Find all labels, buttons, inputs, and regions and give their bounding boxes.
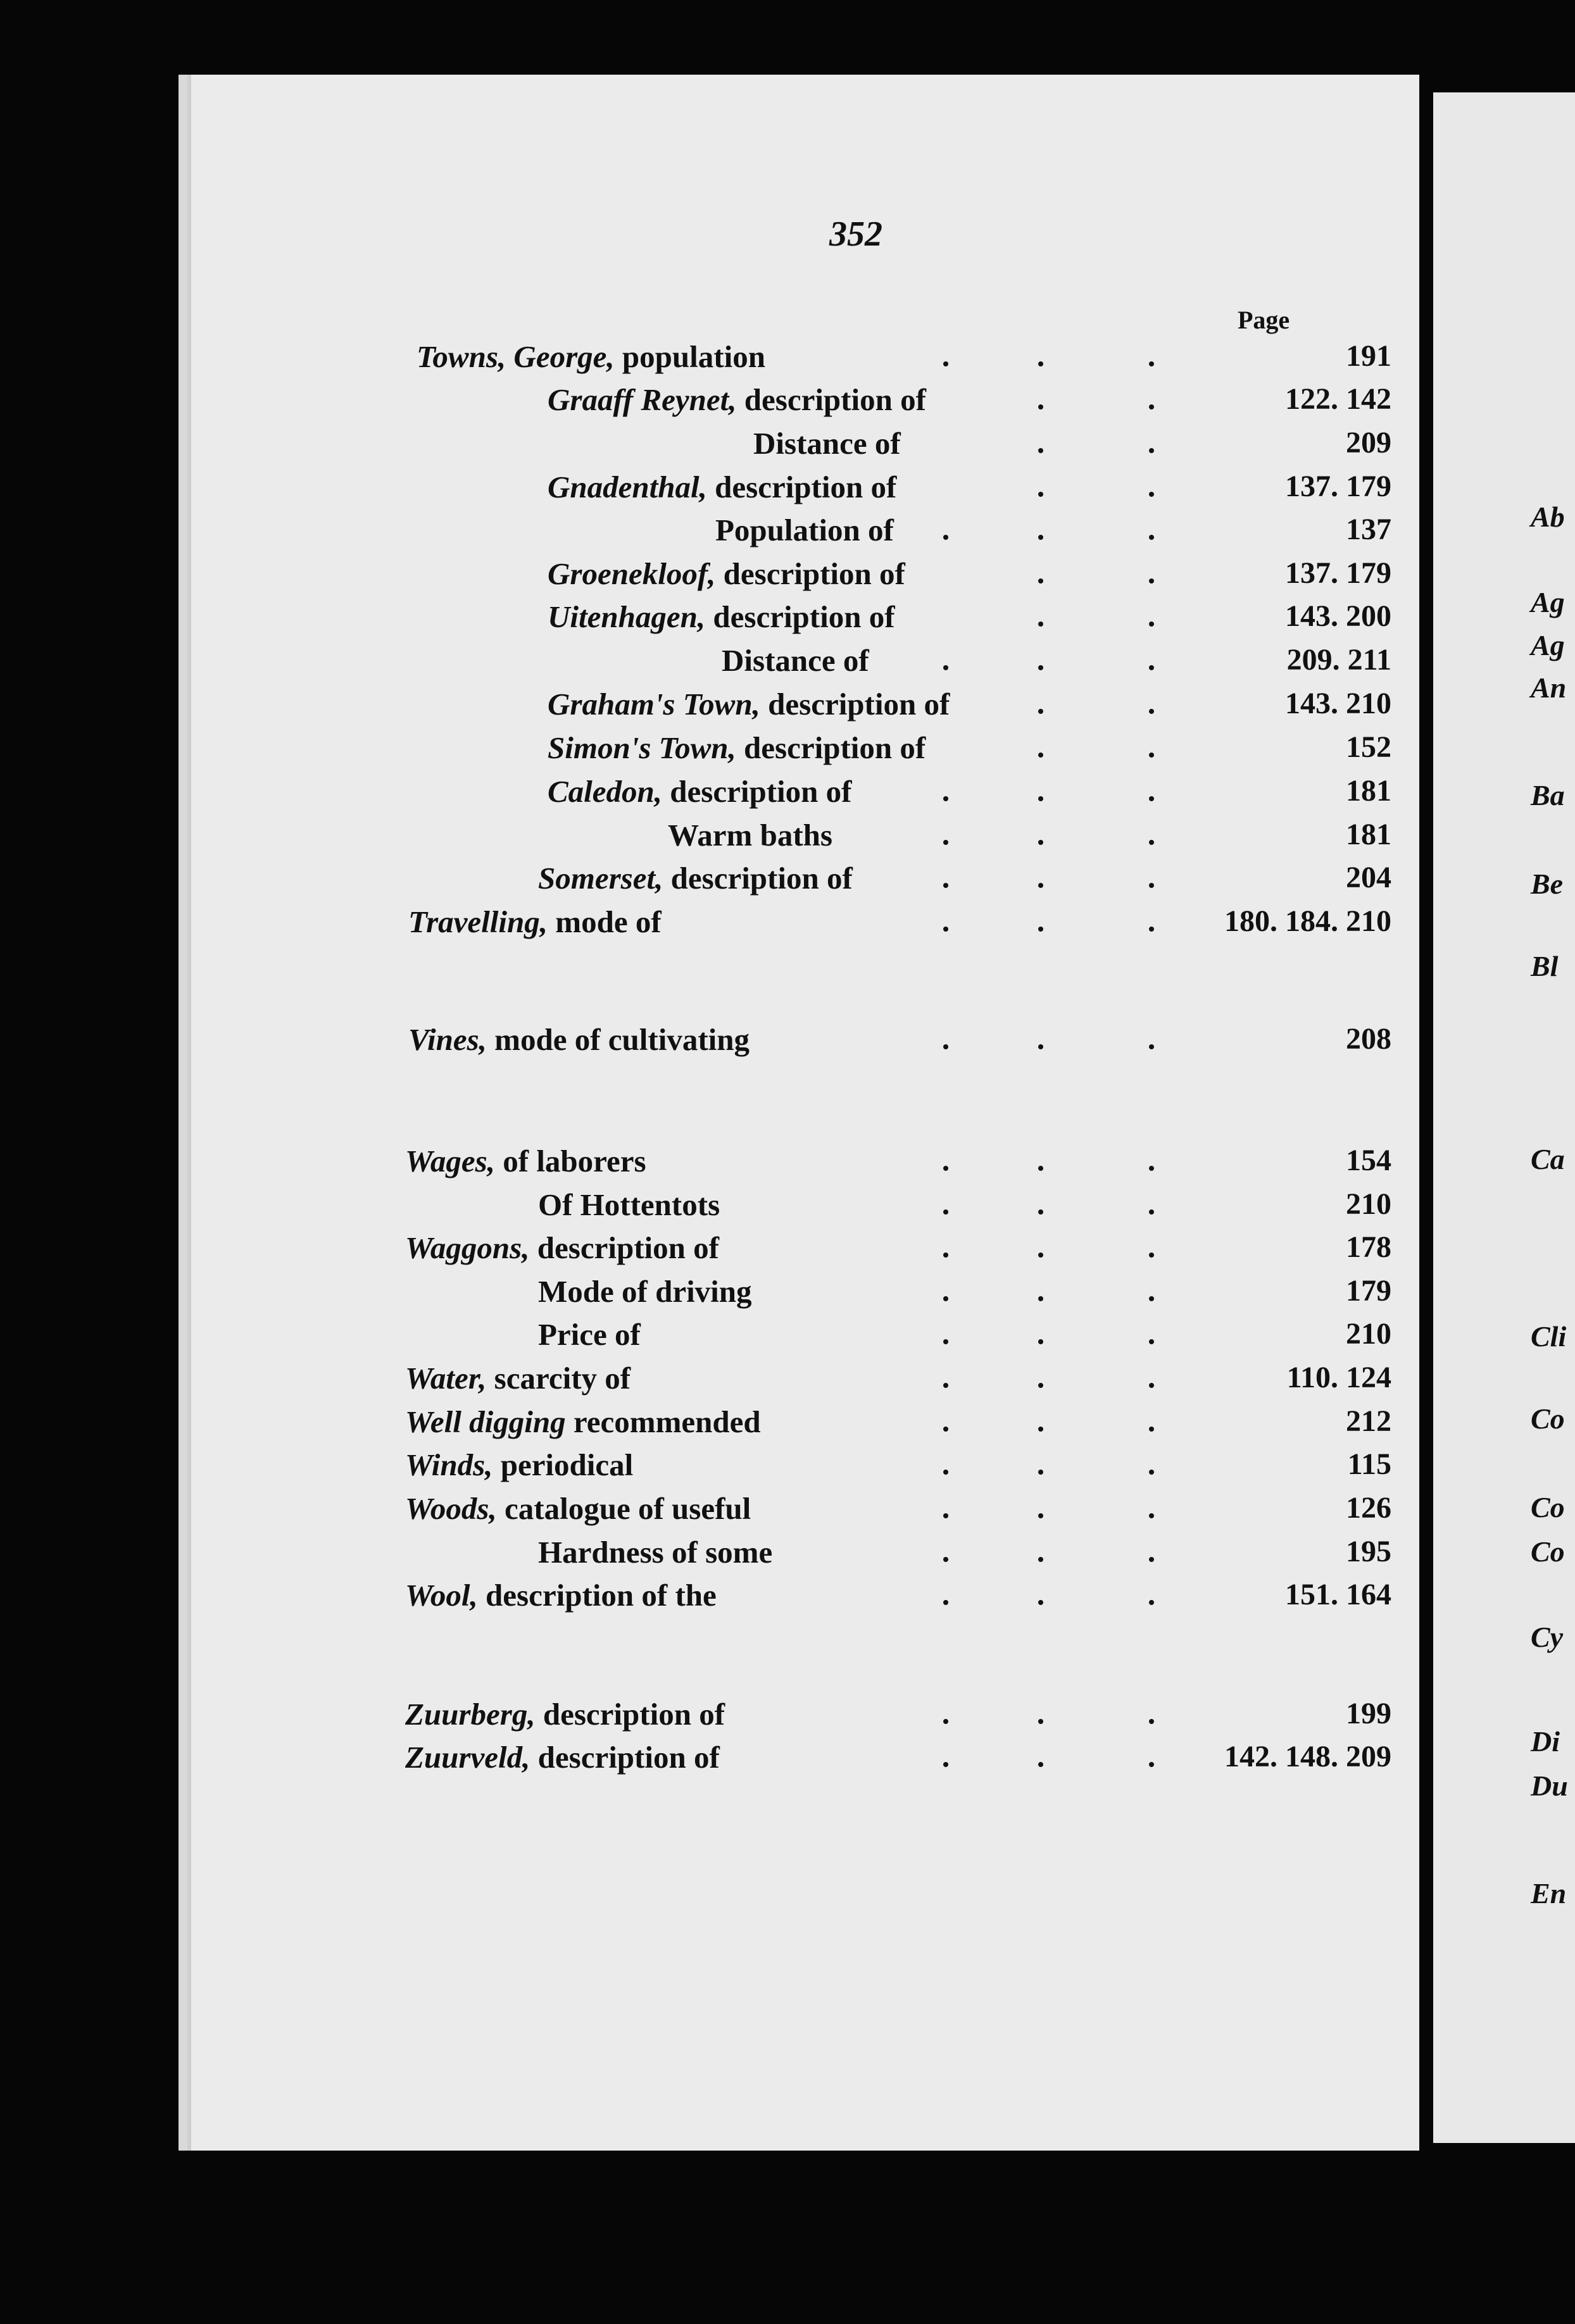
- facing-page-fragment: Du: [1531, 1770, 1568, 1802]
- leader-dot: [1149, 622, 1154, 627]
- leader-dot: [1038, 1557, 1043, 1562]
- index-term: Wages,: [405, 1144, 495, 1178]
- page-references: 191: [1346, 339, 1391, 373]
- index-term: Gnadenthal,: [548, 470, 707, 504]
- page-references: 181: [1346, 774, 1391, 808]
- index-entry: [548, 686, 950, 724]
- page-references: 181: [1346, 818, 1391, 851]
- leader-dot: [1038, 840, 1043, 845]
- index-description: scarcity of: [494, 1361, 631, 1396]
- page-references: 210: [1346, 1187, 1391, 1221]
- page-references: 137. 179: [1285, 470, 1391, 503]
- page-references: 126: [1346, 1491, 1391, 1525]
- leader-dot: [1038, 492, 1043, 497]
- facing-page-fragment: En: [1531, 1877, 1567, 1909]
- facing-page-fragment: Ca: [1531, 1143, 1565, 1175]
- page-column-heading: Page: [1238, 306, 1290, 334]
- index-term: Winds,: [405, 1447, 493, 1482]
- leader-dot: [943, 1166, 948, 1171]
- page-references: 143. 210: [1285, 687, 1391, 720]
- facing-page-fragment: Co: [1531, 1535, 1565, 1568]
- leader-dot: [1149, 535, 1154, 540]
- facing-page-fragment: Ag: [1531, 629, 1565, 661]
- leader-dot: [1038, 578, 1043, 584]
- leader-dot: [943, 1557, 948, 1562]
- leader-dot: [1149, 1209, 1154, 1215]
- leader-dot: [1038, 796, 1043, 801]
- leader-dot: [943, 1339, 948, 1344]
- leader-dot: [1149, 753, 1154, 758]
- leader-dot: [1038, 1719, 1043, 1724]
- leader-dot: [1038, 1427, 1043, 1432]
- leader-dot: [1149, 1600, 1154, 1605]
- facing-page-fragment: Co: [1531, 1403, 1565, 1435]
- page-references: 208: [1346, 1022, 1391, 1056]
- leader-dot: [943, 535, 948, 540]
- index-description: description of: [713, 599, 895, 634]
- leader-dot: [1149, 665, 1154, 670]
- index-term: Woods,: [405, 1491, 497, 1526]
- index-description: description of: [543, 1697, 725, 1732]
- index-term: Graham's Town,: [548, 687, 760, 722]
- leader-dot: [1149, 883, 1154, 888]
- index-entry: [405, 1696, 725, 1734]
- facing-page-fragment: Bl: [1531, 950, 1559, 982]
- index-description: population: [622, 339, 765, 374]
- index-term: Graaff Reynet,: [548, 382, 737, 417]
- index-entry: [548, 599, 895, 637]
- index-term: Groenekloof,: [548, 556, 716, 591]
- leader-dot: [1038, 709, 1043, 714]
- index-description: description of: [768, 687, 950, 722]
- leader-dot: [1149, 840, 1154, 845]
- leader-dot: [1038, 1209, 1043, 1215]
- page-references: 137. 179: [1285, 556, 1391, 590]
- leader-dot: [1149, 1513, 1154, 1518]
- leader-dot: [1149, 927, 1154, 932]
- index-entry: [548, 382, 926, 420]
- leader-dot: [1038, 753, 1043, 758]
- leader-dot: [943, 1296, 948, 1301]
- index-description: Distance of: [722, 643, 869, 678]
- page-references: 122. 142: [1285, 382, 1391, 416]
- facing-page-fragment: Co: [1531, 1491, 1565, 1523]
- index-entry: [753, 425, 901, 463]
- page-references: 142. 148. 209: [1224, 1740, 1391, 1773]
- page-references: 210: [1346, 1317, 1391, 1351]
- leader-dot: [1038, 1513, 1043, 1518]
- index-entry: [405, 1230, 719, 1268]
- facing-page-fragment: Di: [1531, 1725, 1560, 1758]
- leader-dot: [1038, 361, 1043, 366]
- page-references: 143. 200: [1285, 599, 1391, 633]
- leader-dot: [943, 361, 948, 366]
- leader-dot: [943, 883, 948, 888]
- index-description: description of: [670, 774, 852, 809]
- facing-page-fragment: Ba: [1531, 779, 1565, 811]
- page-references: 204: [1346, 861, 1391, 894]
- index-term: Wool,: [405, 1578, 478, 1613]
- index-description: Warm baths: [668, 818, 833, 853]
- leader-dot: [943, 1470, 948, 1475]
- index-entry: [538, 860, 853, 898]
- facing-page-fragment: An: [1531, 672, 1567, 704]
- leader-dot: [1038, 1383, 1043, 1388]
- leader-dot: [943, 665, 948, 670]
- index-description: description of: [670, 861, 853, 896]
- leader-dot: [943, 1253, 948, 1258]
- leader-dot: [1149, 1296, 1154, 1301]
- index-entry: [405, 1739, 720, 1777]
- leader-dot: [1038, 622, 1043, 627]
- index-term: Travelling,: [408, 904, 548, 939]
- index-description: periodical: [500, 1447, 634, 1482]
- page-references: 179: [1346, 1274, 1391, 1308]
- page-references: 137: [1346, 513, 1391, 546]
- index-term: Water,: [405, 1361, 487, 1396]
- index-description: description of: [744, 382, 926, 417]
- index-description: Distance of: [753, 426, 901, 461]
- index-description: Of Hottentots: [538, 1187, 720, 1222]
- leader-dot: [1149, 1470, 1154, 1475]
- leader-dot: [943, 1427, 948, 1432]
- index-entry: [405, 1360, 631, 1398]
- leader-dot: [1038, 883, 1043, 888]
- leader-dot: [1038, 1253, 1043, 1258]
- index-description: of laborers: [503, 1144, 646, 1178]
- facing-page-fragment: Be: [1531, 868, 1564, 900]
- index-entry: [405, 1404, 761, 1442]
- leader-dot: [1149, 404, 1154, 409]
- leader-dot: [1149, 448, 1154, 453]
- leader-dot: [1149, 796, 1154, 801]
- page-references: 110. 124: [1286, 1361, 1391, 1394]
- index-description: description of the: [486, 1578, 717, 1613]
- index-entry: [405, 1490, 751, 1528]
- facing-page: [1433, 92, 1575, 2143]
- leader-dot: [1149, 1383, 1154, 1388]
- facing-page-fragment: Ab: [1531, 501, 1565, 533]
- index-description: description of: [715, 470, 897, 504]
- leader-dot: [943, 840, 948, 845]
- leader-dot: [1038, 1296, 1043, 1301]
- index-term: Somerset,: [538, 861, 663, 896]
- index-description: description of: [537, 1230, 719, 1265]
- index-entry: [405, 1447, 633, 1485]
- index-entry: [538, 1316, 641, 1354]
- leader-dot: [1149, 361, 1154, 366]
- leader-dot: [1149, 1762, 1154, 1767]
- facing-page-fragment: Cli: [1531, 1320, 1567, 1353]
- leader-dot: [943, 1209, 948, 1215]
- index-entry: [722, 642, 869, 680]
- index-entry: [538, 1534, 772, 1572]
- leader-dot: [943, 1513, 948, 1518]
- index-entry: [668, 817, 832, 855]
- leader-dot: [1038, 535, 1043, 540]
- index-entry: [538, 1187, 720, 1225]
- leader-dot: [943, 1600, 948, 1605]
- index-description: Hardness of some: [538, 1535, 773, 1570]
- index-term: Caledon,: [548, 774, 663, 809]
- index-description: recommended: [573, 1404, 761, 1439]
- leader-dot: [1149, 578, 1154, 584]
- index-entry: [548, 469, 896, 507]
- index-term: Well digging: [405, 1404, 566, 1439]
- facing-page-fragment: Ag: [1531, 586, 1565, 618]
- leader-dot: [1149, 1166, 1154, 1171]
- index-entry: [408, 1021, 750, 1059]
- leader-dot: [1038, 1044, 1043, 1049]
- facing-page-fragment: Cy: [1531, 1621, 1564, 1653]
- leader-dot: [1149, 1719, 1154, 1724]
- index-description: mode of cultivating: [494, 1022, 750, 1057]
- index-term: Simon's Town,: [548, 730, 736, 765]
- page-references: 152: [1346, 730, 1391, 764]
- leader-dot: [943, 927, 948, 932]
- index-description: mode of: [555, 904, 662, 939]
- index-entry: [715, 512, 894, 550]
- page-references: 195: [1346, 1535, 1391, 1568]
- index-entry: [405, 1577, 717, 1615]
- leader-dot: [1038, 1339, 1043, 1344]
- leader-dot: [1038, 927, 1043, 932]
- page-references: 199: [1346, 1697, 1391, 1730]
- leader-dot: [943, 1719, 948, 1724]
- leader-dot: [1038, 404, 1043, 409]
- leader-dot: [1149, 1044, 1154, 1049]
- page-references: 209: [1346, 426, 1391, 459]
- page-references: 209. 211: [1286, 643, 1391, 677]
- index-entry: [548, 730, 926, 768]
- page-references: 212: [1346, 1404, 1391, 1438]
- leader-dot: [1038, 665, 1043, 670]
- index-entry: [405, 1143, 646, 1181]
- index-description: catalogue of useful: [505, 1491, 751, 1526]
- leader-dot: [1149, 492, 1154, 497]
- page-references: 154: [1346, 1144, 1391, 1177]
- leader-dot: [1038, 1762, 1043, 1767]
- index-description: description of: [723, 556, 905, 591]
- leader-dot: [1149, 1339, 1154, 1344]
- index-entry: [408, 904, 662, 942]
- index-term: Towns, George,: [417, 339, 615, 374]
- index-entry: [548, 773, 851, 811]
- index-description: description of: [744, 730, 926, 765]
- index-term: Uitenhagen,: [548, 599, 706, 634]
- leader-dot: [1149, 709, 1154, 714]
- leader-dot: [943, 1383, 948, 1388]
- page-references: 115: [1347, 1447, 1391, 1481]
- leader-dot: [1038, 1470, 1043, 1475]
- index-description: Mode of driving: [538, 1274, 752, 1309]
- leader-dot: [1038, 1166, 1043, 1171]
- leader-dot: [943, 796, 948, 801]
- index-entry: [548, 556, 905, 594]
- index-term: Zuurveld,: [405, 1740, 530, 1775]
- index-description: Population of: [715, 513, 894, 547]
- page-references: 180. 184. 210: [1224, 904, 1391, 938]
- index-entry: [417, 339, 765, 377]
- page-references: 151. 164: [1285, 1578, 1391, 1611]
- index-term: Vines,: [408, 1022, 487, 1057]
- leader-dot: [1038, 448, 1043, 453]
- leader-dot: [943, 1762, 948, 1767]
- leader-dot: [1149, 1557, 1154, 1562]
- page-number: 352: [829, 215, 882, 254]
- leader-dot: [1149, 1253, 1154, 1258]
- page-references: 178: [1346, 1230, 1391, 1264]
- leader-dot: [1038, 1600, 1043, 1605]
- index-entry: [538, 1273, 752, 1311]
- leader-dot: [943, 1044, 948, 1049]
- index-description: description of: [537, 1740, 720, 1775]
- index-term: Waggons,: [405, 1230, 530, 1265]
- index-term: Zuurberg,: [405, 1697, 536, 1732]
- index-description: Price of: [538, 1317, 641, 1352]
- leader-dot: [1149, 1427, 1154, 1432]
